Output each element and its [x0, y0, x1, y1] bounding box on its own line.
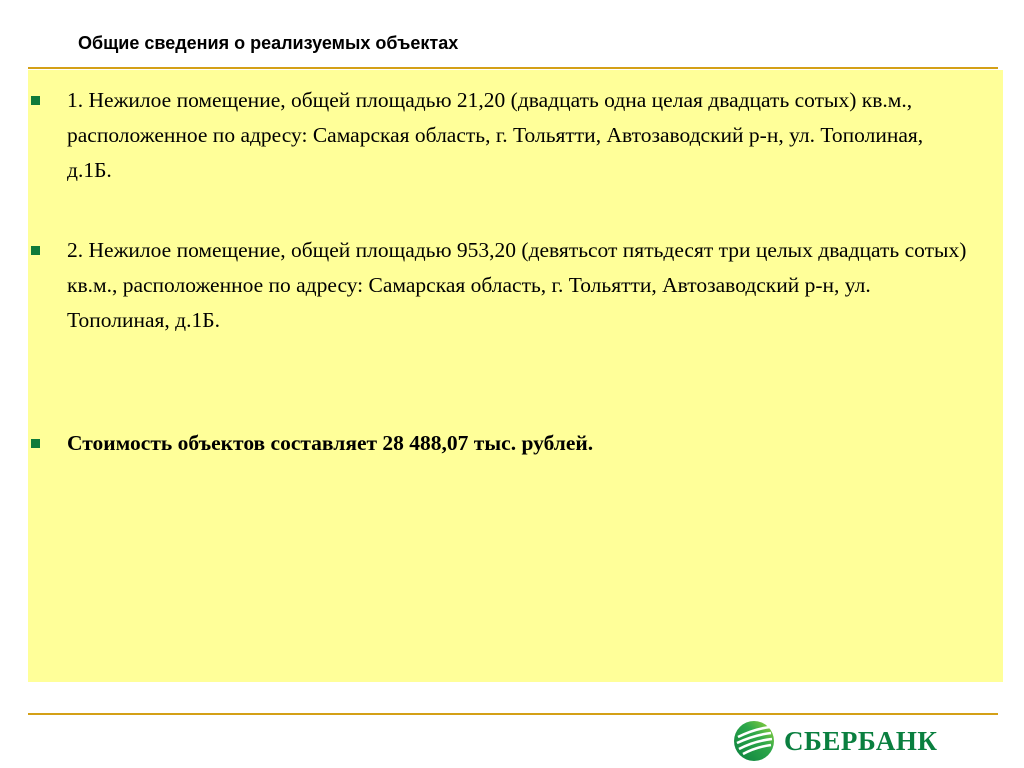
header-divider [28, 67, 998, 69]
sberbank-logo-icon [732, 719, 776, 763]
bullet-marker-icon [31, 439, 40, 448]
sberbank-logo-text: СБЕРБАНК [784, 725, 938, 756]
bullet-marker-icon [31, 96, 40, 105]
bullet-marker-icon [31, 246, 40, 255]
sberbank-logo [732, 718, 937, 764]
list-item-text: 1. Нежилое помещение, общей площадью 21,20 (двадцать одна целая двадцать сотых) кв.м., расположенное по адресу: Самарская область, г. Тольятти, Автозаводский р-н, ул. Тополиная, д.1Б. [67, 88, 924, 182]
slide-title: Общие сведения о реализуемых объектах [78, 33, 459, 53]
list-item-text: 2. Нежилое помещение, общей площадью 953,20 (девятьсот пятьдесят три целых двадцать сотых) кв.м., расположенное по адресу: Самарская область, г. Тольятти, Автозаводский р-н, ул. Тополиная, д.1Б. [67, 238, 967, 332]
footer-divider [28, 713, 998, 715]
cost-summary-text: Стоимость объектов составляет 28 488,07 тыс. рублей. [67, 431, 594, 455]
content-area [28, 70, 1003, 682]
